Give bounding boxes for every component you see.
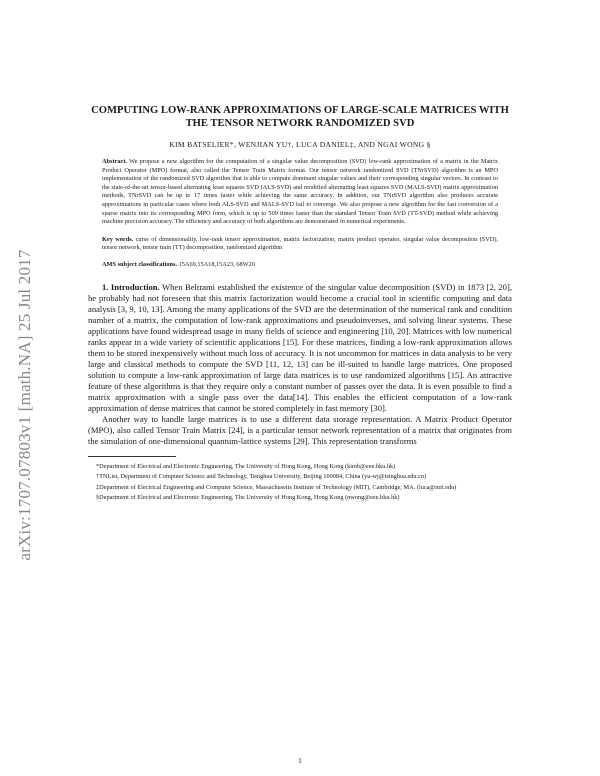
intro-paragraph-1 bbox=[88, 282, 512, 415]
intro-paragraph-1-text: When Beltrami established the existence of the singular value decomposition (SVD) in 1873 [2, 20], he probably had not foreseen that this matrix factorization would become a crucial tool in scientific computing and data analysis [3, 9, 10, 13]. Among the many applications of the SVD are the determination of the numerical rank and condition number of a matrix, the computation of low-rank approximations and pseudoinverses, and solving linear systems. These applications have found widespread usage in many fields of science and engineering [10, 20]. Matrices with low numerical ranks appear in a wide variety of scientific applications [15]. For these matrices, finding a low-rank approximation allows them to be stored inexpensively without much loss of accuracy. It is not uncommon for matrices in data analysis to be very large and classical methods to compute the SVD [11, 12, 13] can be ill-suited to handle large matrices. One proposed solution to compute a low-rank approximation of large data matrices is to use randomized algorithms [15]. An attractive feature of these algorithms is that they require only a constant number of passes over the data. It is even possible to find a matrix approximation with a single pass over the data[14]. This enables the efficient computation of a low-rank approximation of dense matrices that cannot be stored completely in fast memory [30]. bbox=[88, 281, 512, 414]
abstract-heading: Abstract. bbox=[102, 158, 128, 165]
ams-heading: AMS subject classifications. bbox=[102, 260, 178, 268]
footnote-2: †TNList, Department of Computer Science and Technology, Tsinghua University, Beijing 100084, China (yu-wj@tsinghua.edu.cn) bbox=[96, 473, 427, 481]
page-number: 1 bbox=[298, 756, 302, 765]
author-list: KIM BATSELIER*, WENJIAN YU†, LUCA DANIEL‡, AND NGAI WONG § bbox=[169, 140, 431, 149]
footnote-1: *Department of Electrical and Electronic Engineering, The University of Hong Kong, Hong Kong (kimb@eee.hku.hk) bbox=[96, 463, 396, 471]
abstract bbox=[102, 158, 498, 227]
keywords bbox=[102, 236, 498, 253]
section-heading: 1. Introduction. bbox=[102, 281, 160, 292]
paper-page bbox=[88, 104, 512, 765]
footnote-rule bbox=[88, 456, 176, 457]
keywords-text: curse of dimensionality, low-rank tensor approximation, matrix factorization, matrix product operator, singular value decompositon (SVD), tensor network, tensor train (TT) decomposition, randomized algorithm bbox=[102, 235, 498, 252]
paper-title: COMPUTING LOW-RANK APPROXIMATIONS OF LARGE-SCALE MATRICES WITH THE TENSOR NETWORK RANDOMIZED SVD bbox=[91, 105, 509, 129]
abstract-text: We propose a new algorithm for the computation of a singular value decomposition (SVD) low-rank approximation of a matrix in the Matrix Product Operator (MPO) format, also called the Tensor Train Matrix format. Our tensor network randomized SVD (TNrSVD) algorithm is an MPO implementation of the randomized SVD algorithm that is able to compute dominant singular values and their corresponding singular vectors. In contrast to the state-of-the-art tensor-based alternating least squares SVD (ALS-SVD) and modified alternating least squares SVD (MALS-SVD) matrix approximation methods, TNrSVD can be up to 17 times faster while achieving the same accuracy. In addition, our TNrSVD algorithm also produces accurate approximations in particular cases where both ALS-SVD and MALS-SVD fail to converge. We also propose a new algorithm for the fast conversion of a sparse matrix into its corresponding MPO form, which is up to 509 times faster than the standard Tensor Train SVD (TT-SVD) method while achieving machine precision accuracy. The efficiency and accuracy of both algorithms are demonstrated in numerical experiments. bbox=[102, 158, 498, 226]
footnote-3: ‡Department of Electrical Engineering and Computer Science, Massachusetts Institute of Technology (MIT), Cambridge, MA. (luca@mit.edu) bbox=[96, 483, 457, 491]
ams-text: 15A69,15A18,15A23, 68W20 bbox=[178, 260, 255, 268]
keywords-heading: Key words. bbox=[102, 235, 134, 243]
arxiv-side-stamp bbox=[10, 240, 40, 570]
introduction-section bbox=[88, 282, 512, 448]
footnote-4: §Department of Electrical and Electronic Engineering, The University of Hong Kong, Hong Kong (nwong@eee.hku.hk) bbox=[96, 493, 400, 501]
footnotes bbox=[88, 456, 512, 502]
ams-classifications bbox=[102, 261, 512, 270]
intro-paragraph-2: Another way to handle large matrices is to use a different data storage representation. A Matrix Product Operator (MPO), also called Tensor Train Matrix [24], is a particular tensor network representation of a matrix that originates from the simulation of one-dimensional quantum-lattice systems [29]. This representation transforms bbox=[88, 414, 512, 447]
arxiv-id: arXiv:1707.07803v1 [math.NA] 25 Jul 2017 bbox=[15, 249, 34, 561]
